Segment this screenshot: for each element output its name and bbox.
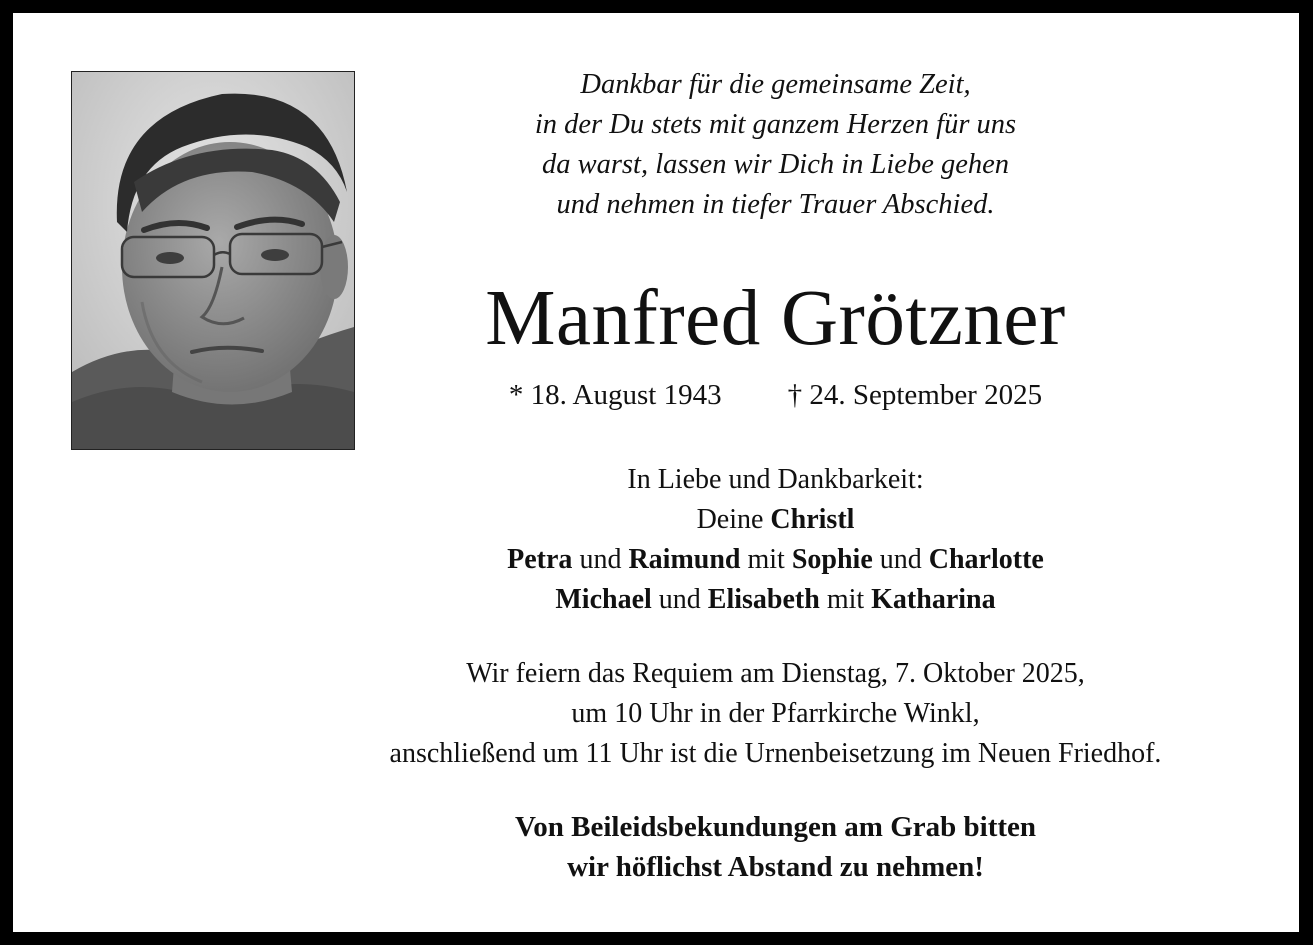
- life-dates: [303, 375, 1248, 415]
- family-text: und: [879, 544, 922, 575]
- family-section: [303, 460, 1248, 620]
- family-member-name: Michael: [555, 584, 652, 615]
- family-line: [303, 500, 1248, 540]
- verse-line: und nehmen in tiefer Trauer Abschied.: [556, 189, 995, 220]
- deceased-name: Manfred Grötzner: [485, 275, 1066, 362]
- family-text: und: [658, 584, 701, 615]
- family-member-name: Sophie: [791, 544, 873, 575]
- family-text: mit: [747, 544, 785, 575]
- service-line: Wir feiern das Requiem am Dienstag, 7. Oktober 2025,: [466, 658, 1085, 689]
- verse-line: in der Du stets mit ganzem Herzen für uns: [534, 109, 1017, 140]
- family-member-name: Petra: [507, 544, 573, 575]
- family-member-name: Charlotte: [928, 544, 1044, 575]
- family-line: [303, 580, 1248, 620]
- family-member-name: Katharina: [871, 584, 996, 615]
- family-text: und: [579, 544, 622, 575]
- note-line: Von Beileidsbekundungen am Grab bitten: [514, 811, 1037, 843]
- family-text: mit: [826, 584, 865, 615]
- verse-line: da warst, lassen wir Dich in Liebe gehen: [541, 149, 1010, 180]
- verse: [303, 65, 1248, 225]
- family-member-name: Raimund: [628, 544, 741, 575]
- family-member-name: Christl: [770, 504, 855, 535]
- service-line: um 10 Uhr in der Pfarrkirche Winkl,: [571, 698, 980, 729]
- service-info: [303, 654, 1248, 774]
- death-date: † 24. September 2025: [787, 379, 1043, 411]
- service-line: anschließend um 11 Uhr ist die Urnenbeisetzung im Neuen Friedhof.: [389, 738, 1162, 769]
- obituary-card: [13, 13, 1299, 932]
- birth-date: * 18. August 1943: [508, 379, 722, 411]
- family-intro: In Liebe und Dankbarkeit:: [627, 464, 924, 495]
- note-line: wir höflichst Abstand zu nehmen!: [567, 851, 984, 883]
- family-line: [303, 540, 1248, 580]
- verse-line: Dankbar für die gemeinsame Zeit,: [580, 69, 971, 100]
- family-member-name: Elisabeth: [707, 584, 820, 615]
- condolence-note: [303, 807, 1248, 887]
- family-text: Deine: [696, 504, 764, 535]
